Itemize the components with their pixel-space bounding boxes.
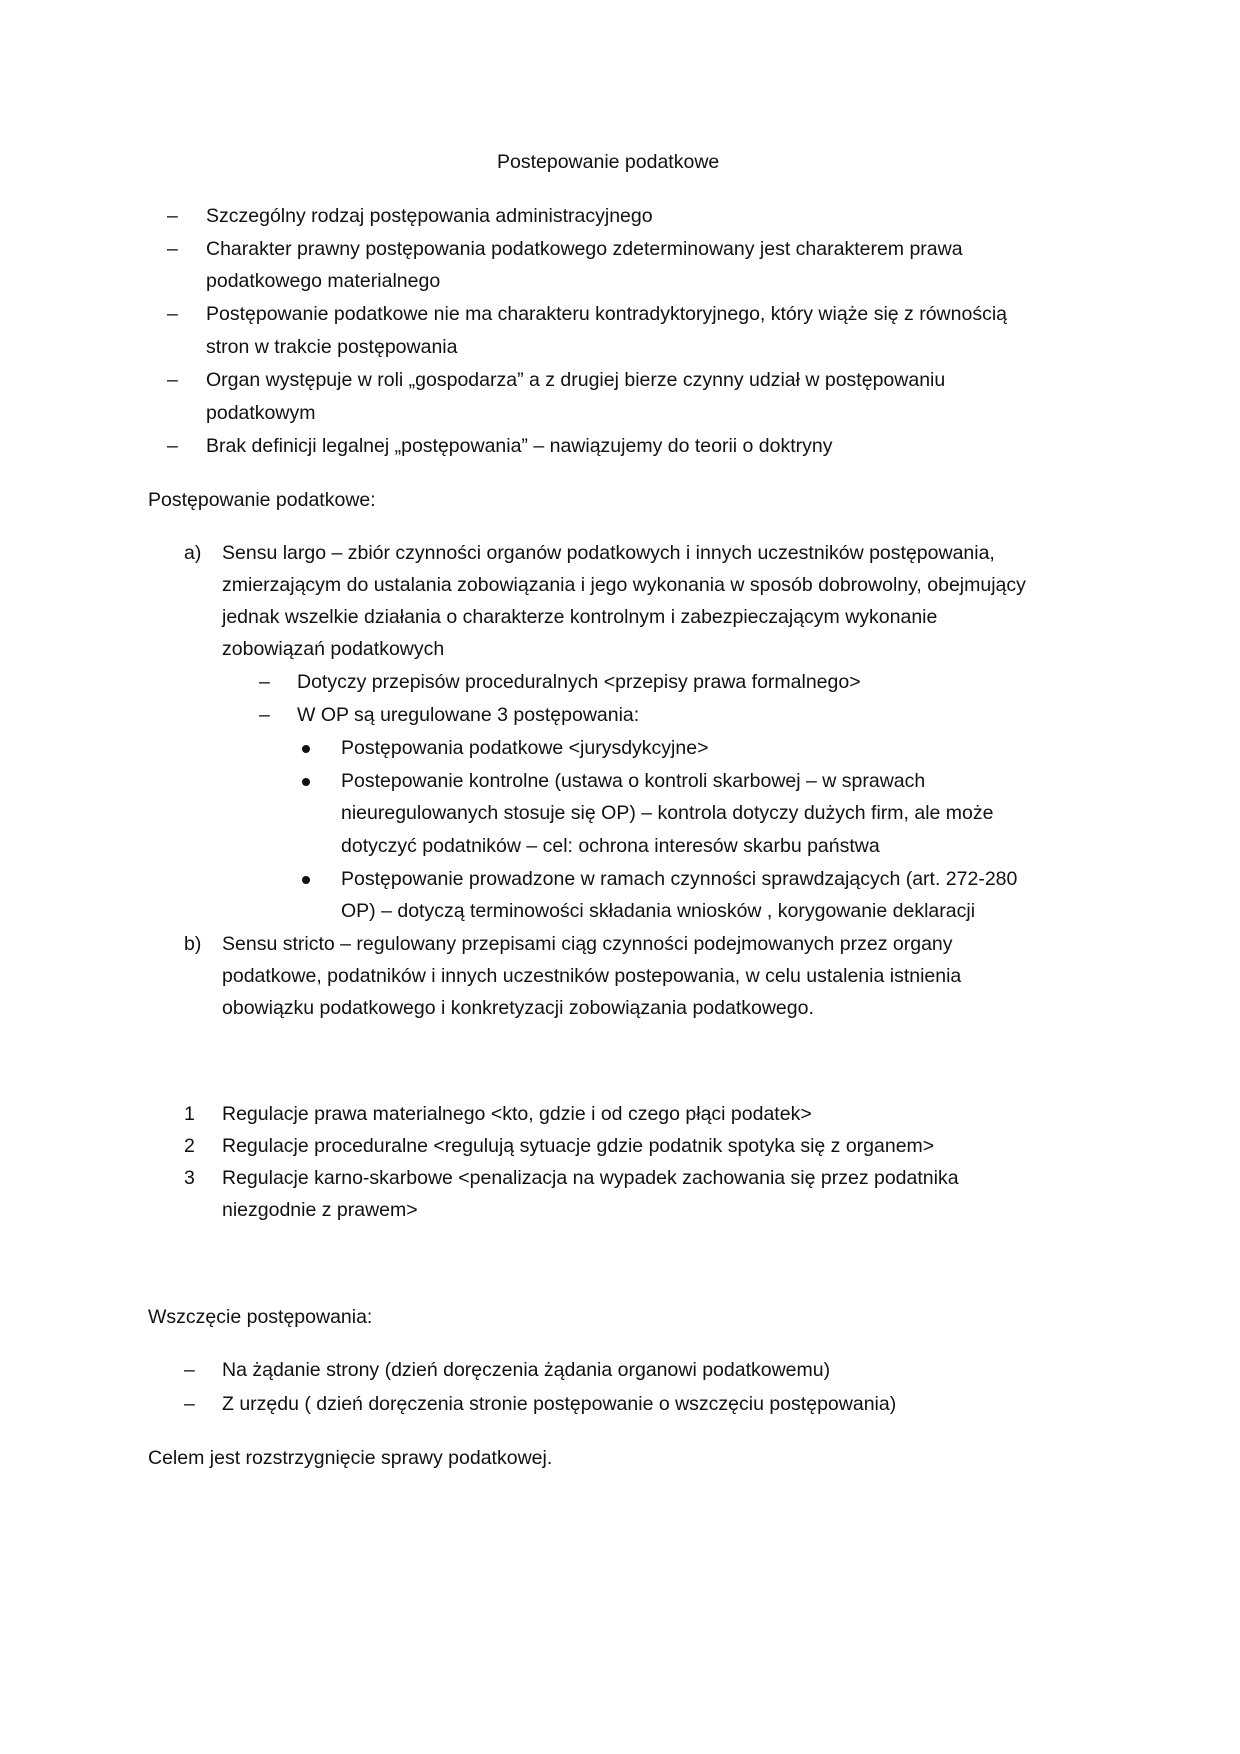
bullet-icon: [302, 778, 310, 786]
bullet-icon: [302, 745, 310, 753]
item-a-line: zobowiązań podatkowych: [222, 638, 445, 660]
dash-marker: –: [184, 1393, 195, 1415]
sub-list-item: Dotyczy przepisów proceduralnych <przepisy prawa formalnego>: [297, 671, 861, 693]
number-marker: 2: [184, 1135, 195, 1157]
conclusion-text: Celem jest rozstrzygnięcie sprawy podatkowej.: [148, 1447, 553, 1469]
list-item: Charakter prawny postępowania podatkowego zdeterminowany jest charakterem prawa: [206, 238, 963, 260]
list-item-continuation: podatkowego materialnego: [206, 270, 441, 292]
section-heading: Wszczęcie postępowania:: [148, 1306, 373, 1328]
list-item-continuation: podatkowym: [206, 402, 316, 424]
dash-marker: –: [184, 1359, 195, 1381]
number-marker: 1: [184, 1103, 195, 1125]
item-a-line: zmierzającym do ustalania zobowiązania i jego wykonania w sposób dobrowolny, obejmujący: [222, 574, 1026, 596]
list-item: Z urzędu ( dzień doręczenia stronie postępowanie o wszczęciu postępowania): [222, 1393, 897, 1415]
bullet-item: Postepowanie kontrolne (ustawa o kontroli skarbowej – w sprawach: [341, 770, 926, 792]
bullet-item: Postępowanie prowadzone w ramach czynności sprawdzających (art. 272-280: [341, 868, 1018, 890]
bullet-item-continuation: nieuregulowanych stosuje się OP) – kontrola dotyczy dużych firm, ale może: [341, 802, 994, 824]
list-item: Organ występuje w roli „gospodarza” a z drugiej bierze czynny udział w postępowaniu: [206, 369, 946, 391]
document-title: Postepowanie podatkowe: [497, 151, 720, 173]
item-marker-a: a): [184, 542, 202, 564]
list-item: Postępowanie podatkowe nie ma charakteru kontradyktoryjnego, który wiąże się z równością: [206, 303, 1007, 325]
numbered-item: Regulacje prawa materialnego <kto, gdzie i od czego płąci podatek>: [222, 1103, 812, 1125]
item-marker-b: b): [184, 933, 202, 955]
sub-list-item: W OP są uregulowane 3 postępowania:: [297, 704, 640, 726]
item-b-line: obowiązku podatkowego i konkretyzacji zobowiązania podatkowego.: [222, 997, 814, 1019]
bullet-item-continuation: OP) – dotyczą terminowości składania wniosków , korygowanie deklaracji: [341, 900, 976, 922]
dash-marker: –: [167, 369, 178, 391]
list-item: Szczególny rodzaj postępowania administracyjnego: [206, 205, 653, 227]
numbered-item: Regulacje proceduralne <regulują sytuacje gdzie podatnik spotyka się z organem>: [222, 1135, 935, 1157]
dash-marker: –: [259, 671, 270, 693]
numbered-item-continuation: niezgodnie z prawem>: [222, 1199, 418, 1221]
list-item: Brak definicji legalnej „postępowania” – nawiązujemy do teorii o doktryny: [206, 435, 833, 457]
numbered-item: Regulacje karno-skarbowe <penalizacja na wypadek zachowania się przez podatnika: [222, 1167, 959, 1189]
item-b-line: podatkowe, podatników i innych uczestników postepowania, w celu ustalenia istnienia: [222, 965, 962, 987]
section-heading: Postępowanie podatkowe:: [148, 489, 376, 511]
list-item-continuation: stron w trakcie postępowania: [206, 336, 458, 358]
dash-marker: –: [167, 238, 178, 260]
dash-marker: –: [259, 704, 270, 726]
dash-marker: –: [167, 303, 178, 325]
bullet-item: Postępowania podatkowe <jurysdykcyjne>: [341, 737, 709, 759]
bullet-icon: [302, 876, 310, 884]
item-a-line: jednak wszelkie działania o charakterze kontrolnym i zabezpieczającym wykonanie: [222, 606, 938, 628]
list-item: Na żądanie strony (dzień doręczenia żądania organowi podatkowemu): [222, 1359, 831, 1381]
dash-marker: –: [167, 205, 178, 227]
item-a-line: Sensu largo – zbiór czynności organów podatkowych i innych uczestników postępowania,: [222, 542, 995, 564]
bullet-item-continuation: dotyczyć podatników – cel: ochrona interesów skarbu państwa: [341, 835, 880, 857]
number-marker: 3: [184, 1167, 195, 1189]
item-b-line: Sensu stricto – regulowany przepisami ciąg czynności podejmowanych przez organy: [222, 933, 953, 955]
dash-marker: –: [167, 435, 178, 457]
